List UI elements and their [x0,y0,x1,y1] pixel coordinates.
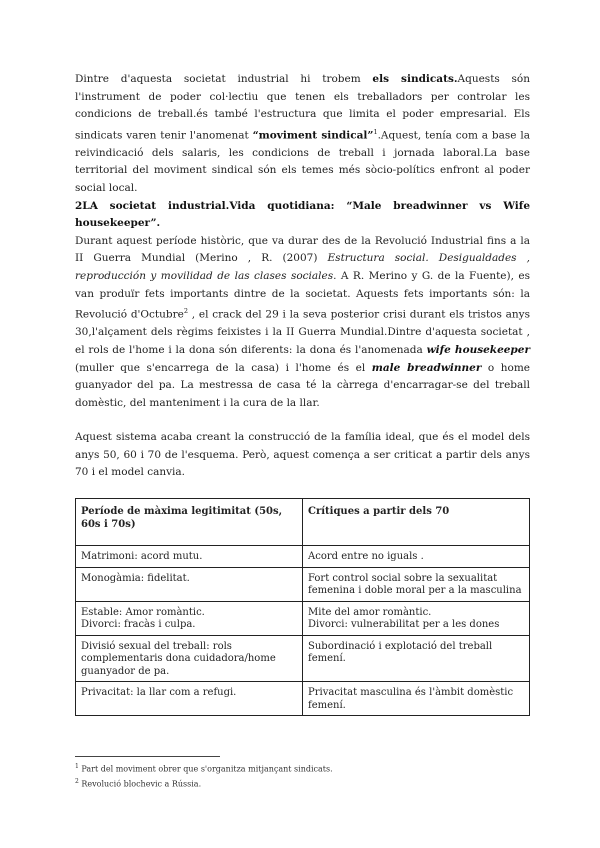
footnote-text: Part del moviment obrer que s'organitza mitjançant sindicats. [78,764,333,774]
footnote-number: 1 [75,763,79,771]
footnote-2 [75,776,530,791]
footnote-number: 2 [75,777,79,785]
citation-title: Estructura social. Desigualdades , reproducción y movilidad de las clases sociales. [75,252,530,283]
table-cell: Monogàmia: fidelitat. [76,567,303,601]
text-span: Durant aquest període històric, que va durar des de la Revolució Industrial fins a la II Guerra Mundial (Merino , R. (2007) [75,234,530,265]
paragraph-familia-ideal: Aquest sistema acaba creant la construcció de la família ideal, que és el model dels anys 50, 60 i 70 de l'esquema. Però, aquest comença a ser criticat a partir dels anys 70 i el model canvia. [75,431,530,479]
table-cell: Estable: Amor romàntic. Divorci: fracàs i culpa. [76,601,303,635]
bold-term: “moviment sindical” [252,129,374,142]
text-span: Aquests són l'instrument de poder col·lectiu que tenen els treballadors per controlar les condicions de treball.és també l'estructura que limita el poder empresarial. Els sindicats varen tenir l'anomenat [75,73,531,142]
table-cell: Divisió sexual del treball: rols complementaris dona cuidadora/home guanyador de pa. [76,635,303,682]
bold-term: els sindicats. [372,73,458,85]
document-page [75,71,530,790]
table-header-cell: Crítiques a partir dels 70 [303,499,530,546]
text-span: A R. Merino y G. de la Fuente), es van produïr fets importants dintre de la societat. Aquests fets importants són: la Revolució d'Octubre [75,270,530,321]
table-cell: Acord entre no iguals . [303,546,530,568]
table-row [76,567,530,601]
footnote-ref[interactable]: 1 [373,127,378,136]
text-span: .Aquest, tenía com a base la reivindicació dels salaris, les condicions de treball i jornada laboral.La base territorial del moviment sindical són els temes més sòcio-polítics enfront al poder social local. [75,129,531,195]
comparison-table [75,498,530,716]
section-heading: 2LA societat industrial.Vida quotidiana: “Male breadwinner vs Wife housekeeper”. [75,199,530,230]
footnote-ref[interactable]: 2 [183,307,188,316]
table-cell: Fort control social sobre la sexualitat femenina i doble moral per a la masculina [303,567,530,601]
text-span: (muller que s'encarrega de la casa) i l'home és el [75,361,372,374]
table-cell: Privacitat: la llar com a refugi. [76,682,303,716]
paragraph-vida-quotidiana [75,198,530,413]
table-header-cell: Període de màxima legitimitat (50s, 60s i 70s) [76,499,303,546]
text-span: o home guanyador del pa. La mestressa de casa té la càrrega d'encarragar-se del treball domèstic, del manteniment i la cura de la llar. [75,361,531,409]
table-cell: Privacitat masculina és l'àmbit domèstic femení. [303,682,530,716]
table-row [76,601,530,635]
table-row [76,682,530,716]
bold-italic-term: male breadwinner [371,361,482,374]
footnote-1 [75,761,530,776]
table-cell: Subordinació i explotació del treball femení. [303,635,530,682]
footnote-divider [75,756,220,757]
bold-italic-term: wife housekeeper [426,343,530,356]
table-row [76,546,530,568]
spacer [75,412,530,429]
footnote-text: Revolució blochevic a Rússia. [78,779,202,789]
table-row [76,635,530,682]
paragraph-sindicats [75,71,530,198]
text-span: Dintre d'aquesta societat industrial hi trobem [75,73,373,85]
table-cell: Mite del amor romàntic. Divorci: vulnerabilitat per a les dones [303,601,530,635]
table-header-row [76,499,530,546]
text-span: , el crack del 29 i la seva posterior crisi durant els tristos anys 30,l'alçament dels règims feixistes i la II Guerra Mundial.Dintre d'aquesta societat , el rols de l'home i la dona són diferents: la dona és l'anomenada [75,308,530,356]
table-cell: Matrimoni: acord mutu. [76,546,303,568]
